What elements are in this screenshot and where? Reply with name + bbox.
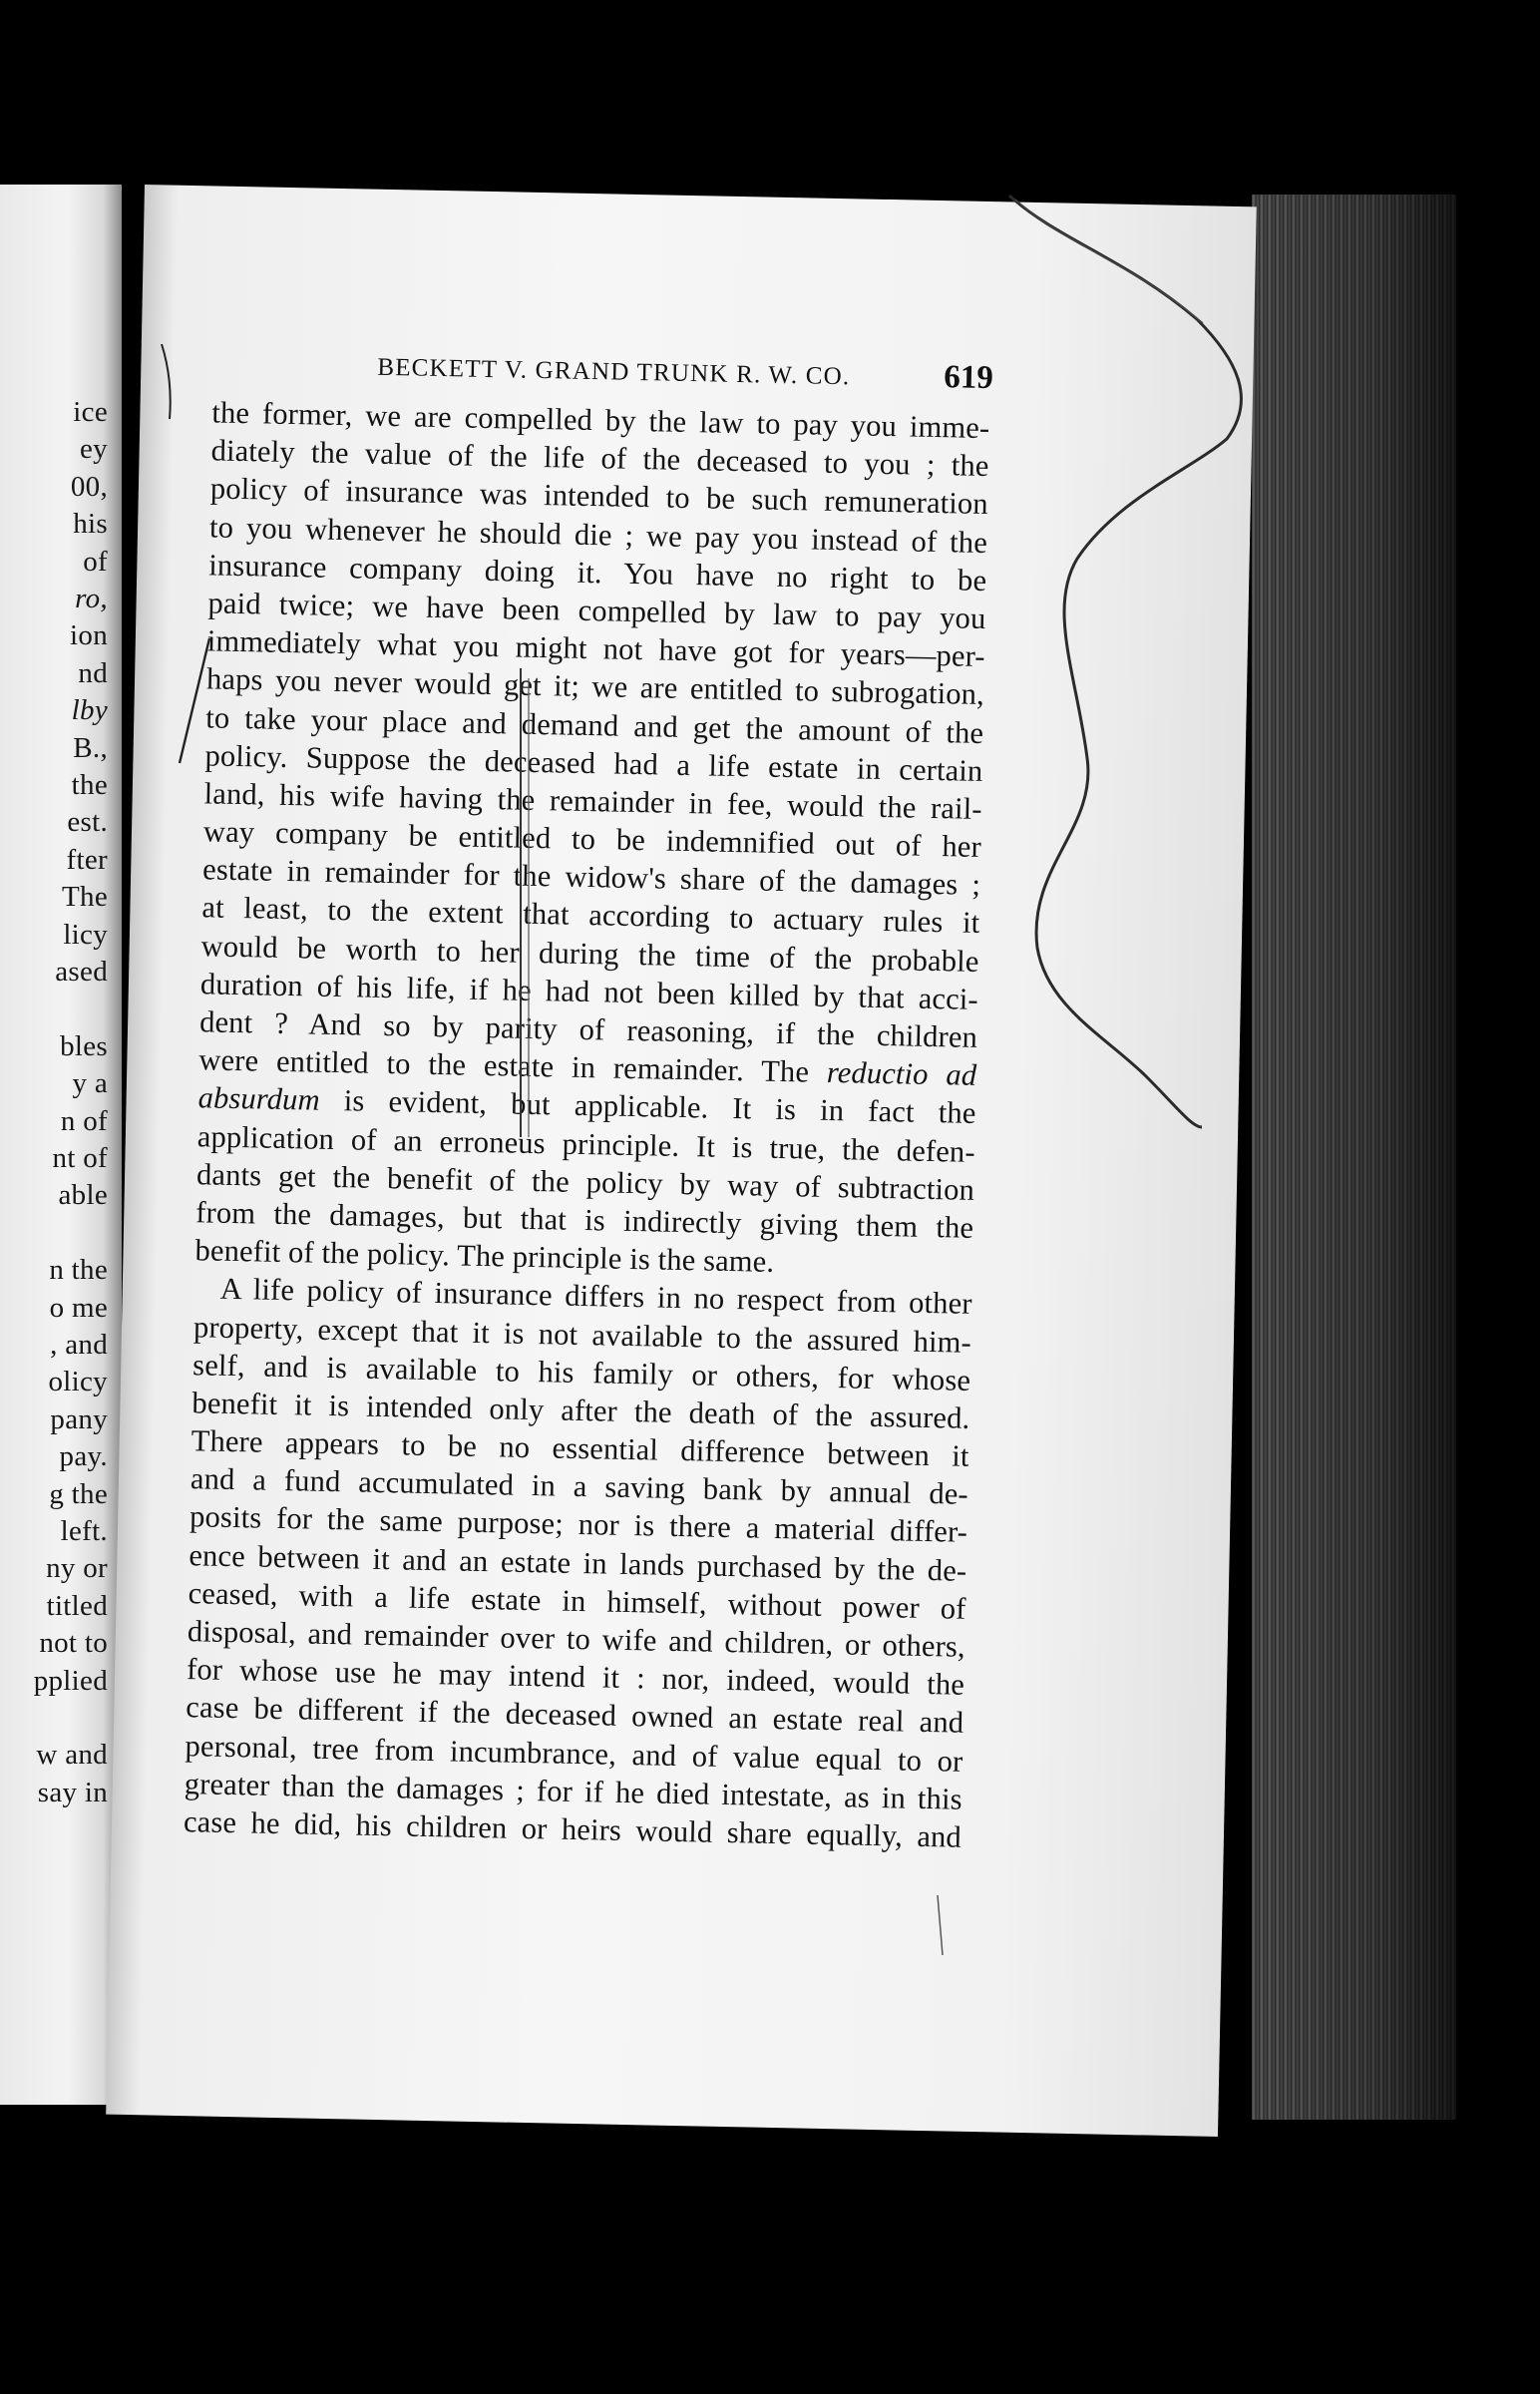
left-page-line: ased (55, 956, 108, 988)
left-page-line: y a (72, 1067, 108, 1100)
text-line: estate in remainder for the widow's share of the damages ; (201, 852, 981, 903)
left-page-line: 00, (70, 470, 108, 503)
text-line: to you whenever he should die ; we pay you instead of the (208, 509, 988, 560)
left-page-line: g the (49, 1477, 108, 1510)
text-line: haps you never would get it; we are entitled to subrogation, (205, 661, 985, 712)
left-page-line: ice (73, 396, 108, 428)
text-line: greater than the damages ; for if he died intestate, as in this (184, 1766, 963, 1816)
left-page-line: pplied (33, 1664, 108, 1697)
left-page-line: pany (50, 1402, 108, 1435)
text-line: personal, tree from incumbrance, and of value equal to or (185, 1728, 963, 1779)
text-fragment: were entitled to the estate in remainder. The (198, 1042, 828, 1090)
text-line: self, and is available to his family or others, for whose (192, 1347, 971, 1397)
text-line: for whose use he may intend it : nor, indeed, would the (186, 1652, 965, 1702)
text-line: disposal, and remainder over to wife and children, or others, (187, 1614, 966, 1664)
text-line: at least, to the extent that according to actuary rules it (201, 890, 980, 941)
left-page-line: est. (67, 806, 108, 839)
left-page-line: say in (37, 1776, 108, 1808)
text-line: dants get the benefit of the policy by way of subtraction (195, 1156, 975, 1207)
left-page-line: ey (80, 433, 108, 466)
left-page-line: ion (70, 619, 108, 652)
text-line: application of an erroneus principle. It is true, the defen- (196, 1118, 976, 1169)
book-page (106, 185, 1257, 2137)
text-line: ence between it and an estate in lands purchased by the de- (189, 1537, 967, 1588)
text-line: way company be entitled to be indemnified out of her (202, 814, 982, 865)
left-page-line: bles (60, 1029, 108, 1062)
text-line: dent ? And so by parity of reasoning, if the children (198, 1004, 978, 1054)
italic-phrase: reductio ad (826, 1055, 977, 1093)
text-line: diately the value of the life of the deceased to you ; the (210, 433, 989, 484)
text-line: benefit of the policy. The principle is the same. (194, 1233, 775, 1280)
text-line: duration of his life, if he had not been killed by that acci- (199, 967, 979, 1016)
text-line: property, except that it is not available to the assured him- (192, 1309, 972, 1360)
left-page-fragment (0, 185, 122, 2105)
page-edges (1252, 195, 1456, 2120)
left-page-line: nt of (52, 1142, 108, 1174)
text-line: immediately what you might not have got for years—per- (206, 623, 986, 674)
text-line: paid twice; we have been compelled by law to pay you (207, 586, 986, 635)
running-head: BECKETT V. GRAND TRUNK R. W. CO. (377, 353, 851, 391)
text-line: insurance company doing it. You have no right to be (208, 548, 987, 598)
left-page-line: ny or (46, 1552, 108, 1585)
left-page-line: n of (60, 1104, 108, 1137)
left-page-line: pay. (59, 1440, 108, 1473)
text-line: case he did, his children or heirs would share equally, and (183, 1804, 962, 1854)
text-line: and a fund accumulated in a saving bank by annual de- (190, 1461, 969, 1512)
left-page-line: the (71, 769, 108, 801)
left-page-line: left. (60, 1515, 108, 1547)
left-page-line: fter (66, 843, 108, 876)
text-line: from the damages, but that is indirectly giving them the (194, 1195, 974, 1245)
left-page-line: The (62, 881, 108, 914)
text-fragment: is evident, but applicable. It is in fact the (319, 1083, 976, 1131)
left-page-line: ro, (75, 583, 108, 614)
text-line: benefit it is intended only after the death of the assured. (192, 1386, 970, 1435)
left-page-line: titled (46, 1589, 108, 1622)
text-line: posits for the same purpose; nor is there a material differ- (189, 1499, 968, 1550)
text-line: policy of insurance was intended to be such remuneration (209, 471, 989, 522)
left-page-line: , and (50, 1329, 108, 1361)
page-number: 619 (943, 359, 994, 397)
left-page-line: licy (63, 918, 108, 951)
body-text (184, 393, 990, 1855)
text-line: to take your place and demand and get the amount of the (204, 699, 984, 750)
text-line: There appears to be no essential difference between it (191, 1423, 969, 1473)
text-line: ceased, with a life estate in himself, without power of (188, 1575, 966, 1626)
left-page-line: o me (49, 1291, 108, 1324)
left-page-line: of (83, 545, 108, 578)
paragraph-start: A life policy of insurance differs in no respect from other (219, 1272, 972, 1322)
text-line: would be worth to her during the time of the probable (200, 928, 979, 979)
left-page-line: able (58, 1179, 108, 1212)
text-line: policy. Suppose the deceased had a life estate in certain (204, 738, 983, 788)
left-page-line: his (73, 508, 108, 541)
left-page-line: n the (49, 1254, 108, 1287)
left-page-line: nd (78, 656, 108, 689)
italic-word: absurdum (197, 1080, 321, 1118)
text-line: the former, we are compelled by the law to pay you imme- (211, 395, 990, 446)
left-page-line: olicy (48, 1366, 108, 1398)
text-line: case be different if the deceased owned an estate real and (186, 1690, 964, 1741)
left-page-line: lby (71, 694, 108, 727)
text-line: land, his wife having the remainder in fee, would the rail- (203, 776, 982, 826)
left-page-line: B., (73, 731, 108, 764)
left-page-line: w and (36, 1739, 108, 1772)
left-page-line: not to (39, 1627, 108, 1660)
